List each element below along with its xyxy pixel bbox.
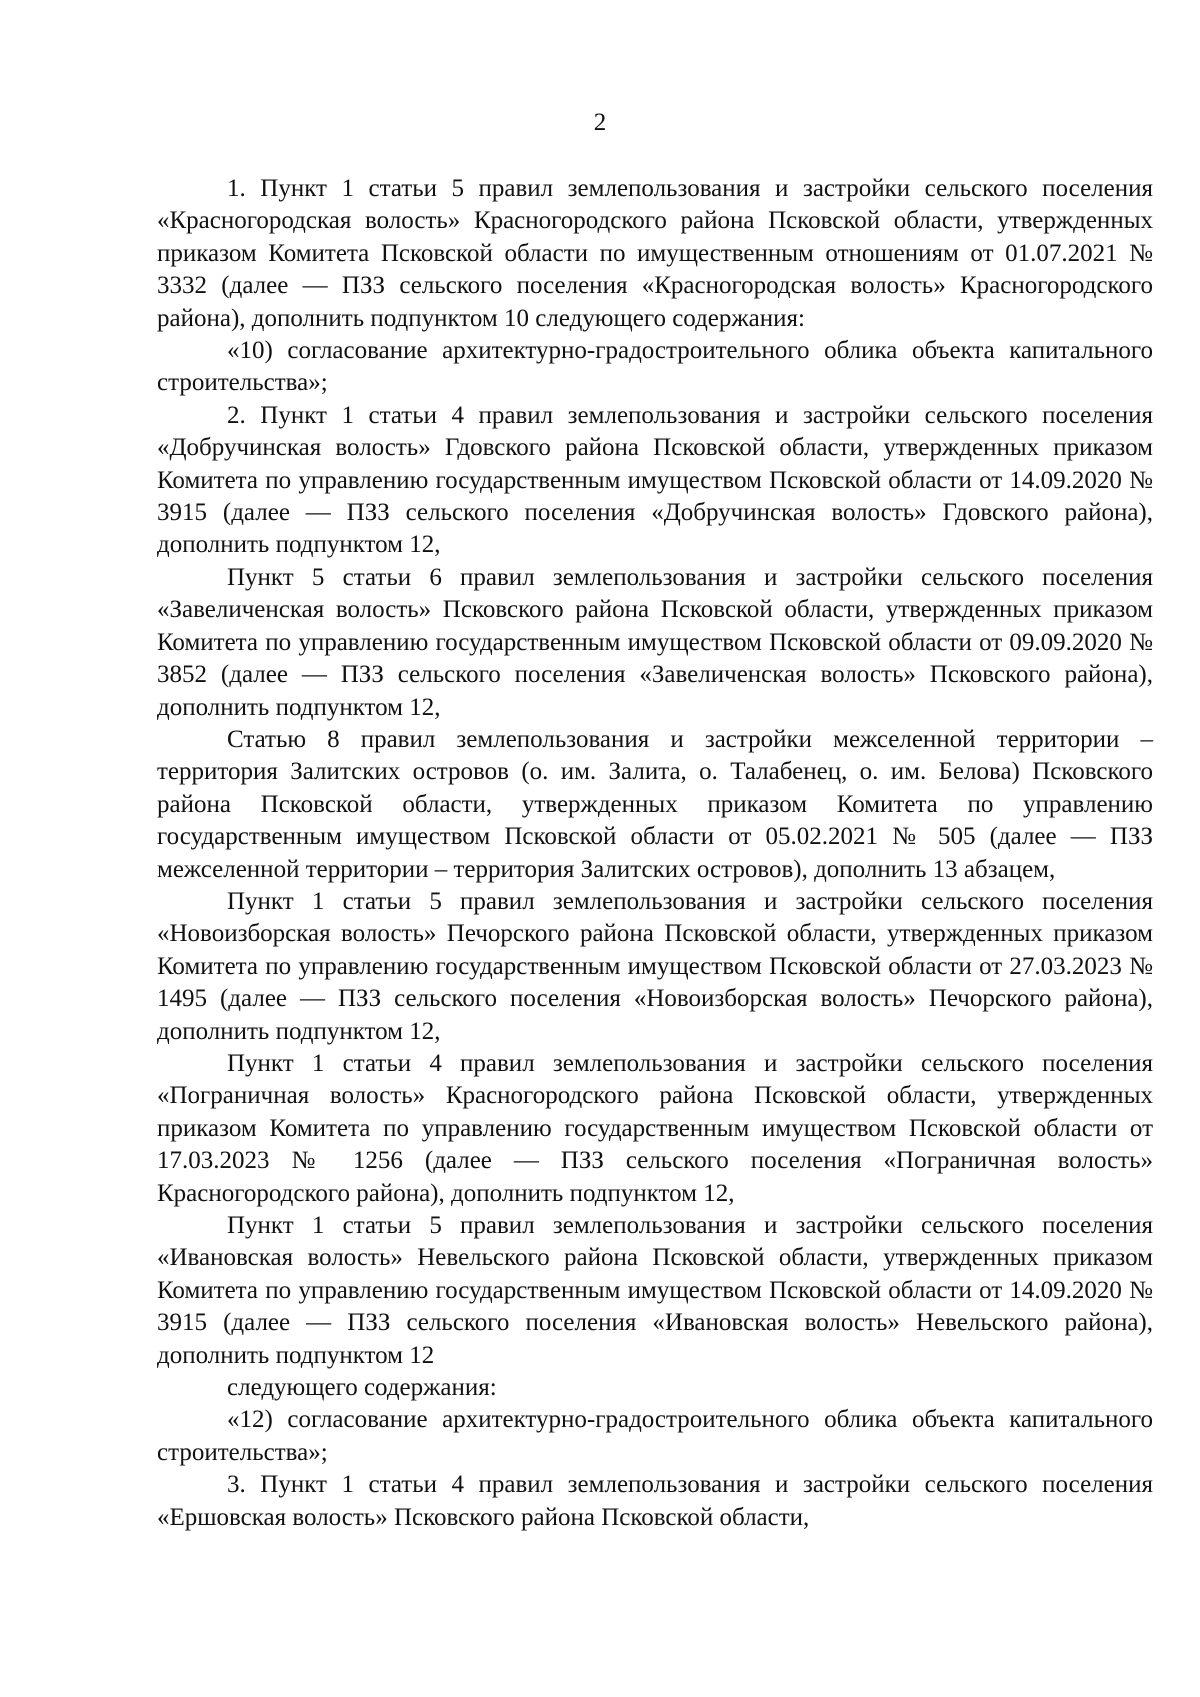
paragraph-item-2: 2. Пункт 1 статьи 4 правил землепользования и застройки сельского поселения «Добручинская волость» Гдовского района Псковской области, утвержденных приказом Комитета по управлению государственным имуществом Псковской области от 14.09.2020 № 3915 (далее — ПЗЗ сельского поселения «Добручинская волость» Гдовского района), дополнить подпунктом 12, <box>157 401 1153 559</box>
paragraph-pogranichnaya: Пункт 1 статьи 4 правил землепользования и застройки сельского поселения «Пограничная волость» Красногородского района Псковской области, утвержденных приказом Комитета по управлению государственным имуществом Псковской области от 17.03.2023 № 1256 (далее — ПЗЗ сельского поселения «Пограничная волость» Красногородского района), дополнить подпунктом 12, <box>157 1049 1153 1207</box>
paragraph-following-content: следующего содержания: <box>227 1374 497 1402</box>
paragraph-item-3: 3. Пункт 1 статьи 4 правил землепользования и застройки сельского поселения «Ершовская волость» Псковского района Псковской области, <box>157 1471 1153 1531</box>
paragraph-zalitskie-islands: Статью 8 правил землепользования и застройки межселенной территории – территория Залитских островов (о. им. Залита, о. Талабенец, о. им. Белова) Псковского района Псковской области, утвержденных приказом Комитета по управлению государственным имуществом Псковской области от 05.02.2021 № 505 (далее — ПЗЗ межселенной территории – территория Залитских островов), дополнить 13 абзацем, <box>157 725 1153 883</box>
paragraph-subitem-12: «12) согласование архитектурно-градостроительного облика объекта капитального строительства»; <box>157 1406 1153 1466</box>
paragraph-subitem-10: «10) согласование архитектурно-градостроительного облика объекта капитального строительства»; <box>157 337 1153 397</box>
paragraph-zavelichenskaya: Пункт 5 статьи 6 правил землепользования и застройки сельского поселения «Завеличенская волость» Псковского района Псковской области, утвержденных приказом Комитета по управлению государственным имуществом Псковской области от 09.09.2020 № 3852 (далее — ПЗЗ сельского поселения «Завеличенская волость» Псковского района), дополнить подпунктом 12, <box>157 563 1153 721</box>
paragraph-novoizborskaya: Пункт 1 статьи 5 правил землепользования и застройки сельского поселения «Новоизборская волость» Печорского района Псковской области, утвержденных приказом Комитета по управлению государственным имуществом Псковской области от 27.03.2023 № 1495 (далее — ПЗЗ сельского поселения «Новоизборская волость» Печорского района), дополнить подпунктом 12, <box>157 887 1153 1045</box>
page-number: 2 <box>593 109 607 136</box>
paragraph-ivanovskaya: Пункт 1 статьи 5 правил землепользования и застройки сельского поселения «Ивановская волость» Невельского района Псковской области, утвержденных приказом Комитета по управлению государственным имуществом Псковской области от 14.09.2020 № 3915 (далее — ПЗЗ сельского поселения «Ивановская волость» Невельского района), дополнить подпунктом 12 <box>157 1212 1153 1369</box>
paragraph-item-1: 1. Пункт 1 статьи 5 правил землепользования и застройки сельского поселения «Красногородская волость» Красногородского района Псковской области, утвержденных приказом Комитета Псковской области по имущественным отношениям от 01.07.2021 № 3332 (далее — ПЗЗ сельского поселения «Красногородская волость» Красногородского района), дополнить подпунктом 10 следующего содержания: <box>157 175 1153 332</box>
document-body <box>157 173 1153 1534</box>
